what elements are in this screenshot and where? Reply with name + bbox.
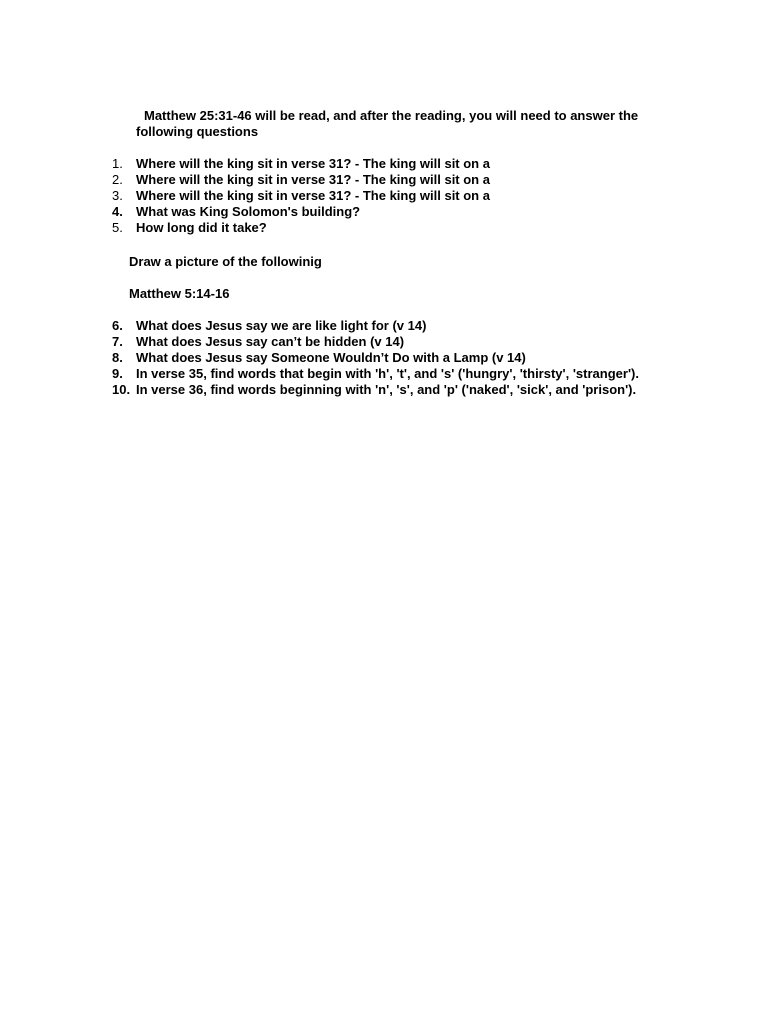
list-item: [108, 366, 728, 382]
item-number: 6.: [112, 318, 123, 333]
list-item: [108, 318, 728, 334]
question-text: What does Jesus say Someone Wouldn’t Do with a Lamp (v 14): [136, 350, 526, 365]
passage-heading: Matthew 5:14-16: [129, 286, 230, 301]
question-list-part1: [108, 156, 728, 236]
question-text: In verse 35, find words that begin with 'h', 't', and 's' ('hungry', 'thirsty', 'stranger').: [136, 366, 639, 381]
item-number: 8.: [112, 350, 123, 365]
item-number: 3.: [112, 188, 123, 203]
list-item: [108, 334, 728, 350]
item-number: 10.: [112, 382, 131, 397]
list-item: [108, 156, 728, 172]
list-item: [108, 204, 728, 220]
question-text: Where will the king sit in verse 31? - The king will sit on a: [136, 172, 490, 187]
question-text: What was King Solomon's building?: [136, 204, 361, 219]
question-text: Where will the king sit in verse 31? - The king will sit on a: [136, 188, 490, 203]
intro-paragraph: Matthew 25:31-46 will be read, and after the reading, you will need to answer the following questions: [136, 108, 639, 139]
list-item: [108, 382, 728, 398]
list-item: [108, 220, 728, 236]
list-item: [108, 350, 728, 366]
question-text: In verse 36, find words beginning with 'n', 's', and 'p' ('naked', 'sick', and 'prison').: [136, 382, 637, 397]
question-text: Where will the king sit in verse 31? - The king will sit on a: [136, 156, 490, 171]
item-number: 2.: [112, 172, 123, 187]
question-text: What does Jesus say we are like light for (v 14): [136, 318, 427, 333]
question-text: What does Jesus say can’t be hidden (v 14): [136, 334, 405, 349]
draw-heading: Draw a picture of the followinig: [129, 254, 322, 269]
item-number: 9.: [112, 366, 123, 381]
item-number: 4.: [112, 204, 123, 219]
list-item: [108, 172, 728, 188]
item-number: 7.: [112, 334, 123, 349]
item-number: 5.: [112, 220, 123, 235]
list-item: [108, 188, 728, 204]
question-text: How long did it take?: [136, 220, 267, 235]
item-number: 1.: [112, 156, 123, 171]
question-list-part2: [108, 318, 728, 398]
